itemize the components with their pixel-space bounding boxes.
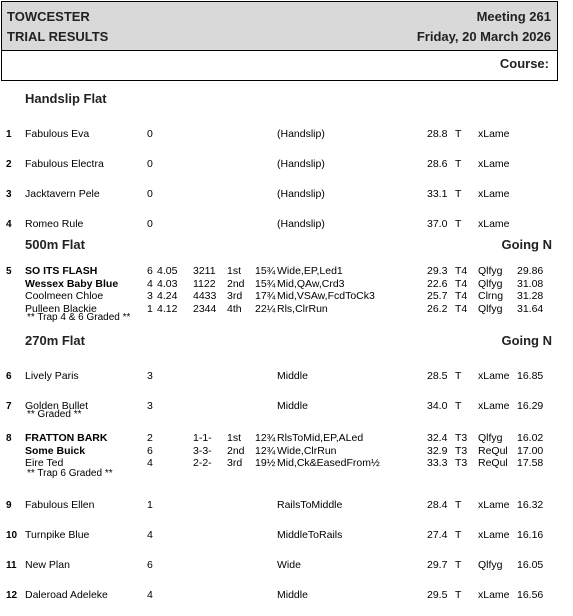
cell-grade: T [455, 218, 462, 230]
cell-remarks: Middle [277, 370, 308, 382]
cell-calc: 16.16 [517, 529, 544, 541]
dog-name: Pulleen Blackie [25, 302, 97, 315]
cell-remarks: Middle [277, 589, 308, 601]
dog-name: Wessex Baby Blue [25, 277, 119, 290]
meeting-date: Friday, 20 March 2026 [416, 29, 551, 44]
race-number: 9 [6, 500, 12, 511]
dog-name: Coolmeen Chloe [25, 290, 104, 302]
cell-grade: T [455, 529, 462, 541]
cell-trap: 0 [147, 128, 153, 140]
race-note: ** Trap 4 & 6 Graded ** [27, 312, 131, 323]
cell-sectionals: 2344 [193, 302, 217, 315]
cell-outcome: xLame [478, 370, 510, 382]
dog-name: Fabulous Ellen [25, 499, 95, 511]
track-name: TOWCESTER [7, 9, 90, 24]
cell-split: 4.12 [157, 302, 178, 315]
cell-trap: 3 [147, 370, 153, 382]
cell-outcome: Qlfyg [478, 277, 503, 290]
cell-outcome: Qlfyg [478, 302, 503, 315]
going-label: Going N [501, 237, 552, 252]
cell-calc: 16.02 [517, 432, 544, 444]
dog-name: FRATTON BARK [25, 432, 108, 444]
cell-calc: 16.32 [517, 499, 544, 511]
cell-position: 2nd [227, 277, 245, 290]
cell-time: 28.6 [427, 158, 448, 170]
dog-name: New Plan [25, 559, 70, 571]
cell-grade: T4 [455, 302, 468, 315]
race-number: 4 [6, 219, 12, 230]
cell-time: 28.8 [427, 128, 448, 140]
dog-name: Daleroad Adeleke [25, 589, 108, 601]
cell-position: 2nd [227, 444, 245, 457]
cell-outcome: xLame [478, 499, 510, 511]
cell-outcome: Qlfyg [478, 432, 503, 444]
cell-time: 25.7 [427, 290, 448, 302]
cell-outcome: xLame [478, 400, 510, 412]
cell-trap: 0 [147, 218, 153, 230]
cell-time: 37.0 [427, 218, 448, 230]
race-number: 7 [6, 401, 12, 412]
race-number: 12 [6, 590, 18, 601]
dog-name: Jacktavern Pele [25, 188, 100, 200]
cell-grade: T [455, 589, 462, 601]
race-note: ** Graded ** [27, 409, 82, 420]
cell-outcome: Clrng [478, 290, 504, 302]
cell-calc: 31.64 [517, 302, 544, 315]
cell-remarks: Mid,VSAw,FcdToCk3 [277, 290, 375, 302]
cell-trap: 4 [147, 589, 153, 601]
cell-time: 32.9 [427, 444, 448, 457]
cell-trap: 6 [147, 444, 153, 457]
cell-time: 33.1 [427, 188, 448, 200]
dog-name: Golden Bullet [25, 400, 89, 412]
cell-remarks: RlsToMid,EP,ALed [277, 432, 364, 444]
cell-calc: 31.28 [517, 290, 544, 302]
cell-time: 32.4 [427, 432, 448, 444]
cell-grade: T [455, 400, 462, 412]
cell-calc: 16.56 [517, 589, 544, 601]
cell-trap: 0 [147, 188, 153, 200]
course-label: Course: [499, 56, 549, 71]
cell-time: 27.4 [427, 529, 448, 541]
cell-remarks: Wide,ClrRun [277, 444, 337, 457]
cell-trap: 0 [147, 158, 153, 170]
cell-calc: 17.00 [517, 444, 544, 457]
cell-outcome: Qlfyg [478, 265, 503, 277]
cell-outcome: xLame [478, 188, 510, 200]
race-number: 8 [6, 433, 12, 444]
cell-calc: 31.08 [517, 277, 544, 290]
dog-name: Romeo Rule [25, 218, 84, 230]
dog-name: SO ITS FLASH [25, 265, 98, 277]
cell-sectionals: 1122 [193, 277, 216, 290]
cell-grade: T [455, 188, 462, 200]
dog-name: Fabulous Eva [25, 128, 90, 140]
report-title: TRIAL RESULTS [7, 29, 109, 44]
cell-outcome: xLame [478, 589, 510, 601]
cell-sectionals: 3211 [193, 265, 216, 277]
cell-trap: 3 [147, 400, 153, 412]
going-label: Going N [501, 333, 552, 348]
cell-calc: 16.05 [517, 559, 544, 571]
cell-outcome: ReQul [478, 457, 508, 469]
cell-split: 4.03 [157, 277, 178, 290]
race-number: 2 [6, 159, 12, 170]
cell-trap: 4 [147, 277, 153, 290]
cell-remarks: Wide [277, 559, 301, 571]
cell-trap: 6 [147, 265, 153, 277]
cell-calc: 16.29 [517, 400, 544, 412]
cell-position: 1st [227, 432, 242, 444]
race-number: 10 [6, 530, 18, 541]
cell-remarks: Middle [277, 400, 308, 412]
section-title: 500m Flat [25, 237, 85, 252]
cell-position: 3rd [227, 457, 243, 469]
cell-grade: T [455, 128, 462, 140]
cell-trap: 6 [147, 559, 153, 571]
cell-time: 33.3 [427, 457, 448, 469]
dog-name: Turnpike Blue [25, 529, 90, 541]
cell-time: 29.3 [427, 265, 448, 277]
section-title: 270m Flat [25, 333, 85, 348]
cell-trap: 1 [147, 499, 153, 511]
cell-remarks: Mid,Ck&EasedFrom½ [277, 457, 380, 469]
cell-trap: 3 [147, 290, 153, 302]
race-number: 3 [6, 189, 12, 200]
cell-remarks: Mid,QAw,Crd3 [277, 277, 345, 290]
cell-calc: 16.85 [517, 370, 544, 382]
cell-outcome: xLame [478, 158, 510, 170]
cell-remarks: (Handslip) [277, 188, 325, 200]
race-number: 6 [6, 371, 12, 382]
cell-distance: 12¾ [255, 444, 276, 457]
meeting-number: Meeting 261 [476, 9, 551, 24]
cell-trap: 4 [147, 457, 153, 469]
cell-time: 28.4 [427, 499, 448, 511]
dog-name: Some Buick [25, 444, 86, 457]
dog-name: Eire Ted [25, 457, 64, 469]
cell-distance: 17¾ [255, 290, 276, 302]
cell-grade: T [455, 499, 462, 511]
race-number: 5 [6, 266, 12, 277]
race-number: 1 [6, 129, 12, 140]
cell-time: 29.5 [427, 589, 448, 601]
cell-distance: 12¾ [255, 432, 276, 444]
cell-grade: T3 [455, 457, 468, 469]
cell-grade: T4 [455, 277, 468, 290]
cell-outcome: xLame [478, 529, 510, 541]
cell-trap: 1 [147, 302, 153, 315]
cell-sectionals: 3-3- [193, 444, 212, 457]
cell-time: 34.0 [427, 400, 448, 412]
cell-distance: 15¾ [255, 265, 276, 277]
cell-trap: 2 [147, 432, 153, 444]
cell-grade: T [455, 370, 462, 382]
cell-sectionals: 1-1- [193, 432, 212, 444]
cell-remarks: MiddleToRails [277, 529, 343, 541]
cell-distance: 15¾ [255, 277, 276, 290]
cell-remarks: (Handslip) [277, 128, 325, 140]
section-title: Handslip Flat [25, 91, 107, 106]
cell-time: 26.2 [427, 302, 448, 315]
dog-name: Fabulous Electra [25, 158, 104, 170]
cell-distance: 19½ [255, 457, 276, 469]
cell-position: 1st [227, 265, 242, 277]
cell-distance: 22¼ [255, 302, 276, 315]
cell-grade: T3 [455, 444, 468, 457]
cell-calc: 17.58 [517, 457, 544, 469]
cell-grade: T3 [455, 432, 468, 444]
cell-remarks: Wide,EP,Led1 [277, 265, 343, 277]
cell-remarks: Rls,ClrRun [277, 302, 328, 315]
cell-calc: 29.86 [517, 265, 544, 277]
cell-outcome: ReQul [478, 444, 508, 457]
cell-time: 29.7 [427, 559, 448, 571]
report-header [1, 1, 558, 51]
cell-remarks: (Handslip) [277, 158, 325, 170]
cell-time: 22.6 [427, 277, 448, 290]
dog-name: Lively Paris [25, 370, 79, 382]
cell-sectionals: 4433 [193, 290, 217, 302]
cell-split: 4.24 [157, 290, 178, 302]
cell-position: 3rd [227, 290, 243, 302]
cell-remarks: (Handslip) [277, 218, 325, 230]
race-note: ** Trap 6 Graded ** [27, 468, 113, 479]
cell-sectionals: 2-2- [193, 457, 212, 469]
cell-grade: T4 [455, 290, 468, 302]
cell-outcome: xLame [478, 128, 510, 140]
cell-grade: T [455, 158, 462, 170]
cell-grade: T4 [455, 265, 468, 277]
cell-trap: 4 [147, 529, 153, 541]
cell-split: 4.05 [157, 265, 178, 277]
cell-outcome: Qlfyg [478, 559, 503, 571]
race-number: 11 [6, 560, 17, 571]
cell-position: 4th [227, 302, 242, 315]
course-bar [1, 51, 558, 81]
cell-remarks: RailsToMiddle [277, 499, 343, 511]
cell-time: 28.5 [427, 370, 448, 382]
cell-grade: T [455, 559, 462, 571]
cell-outcome: xLame [478, 218, 510, 230]
